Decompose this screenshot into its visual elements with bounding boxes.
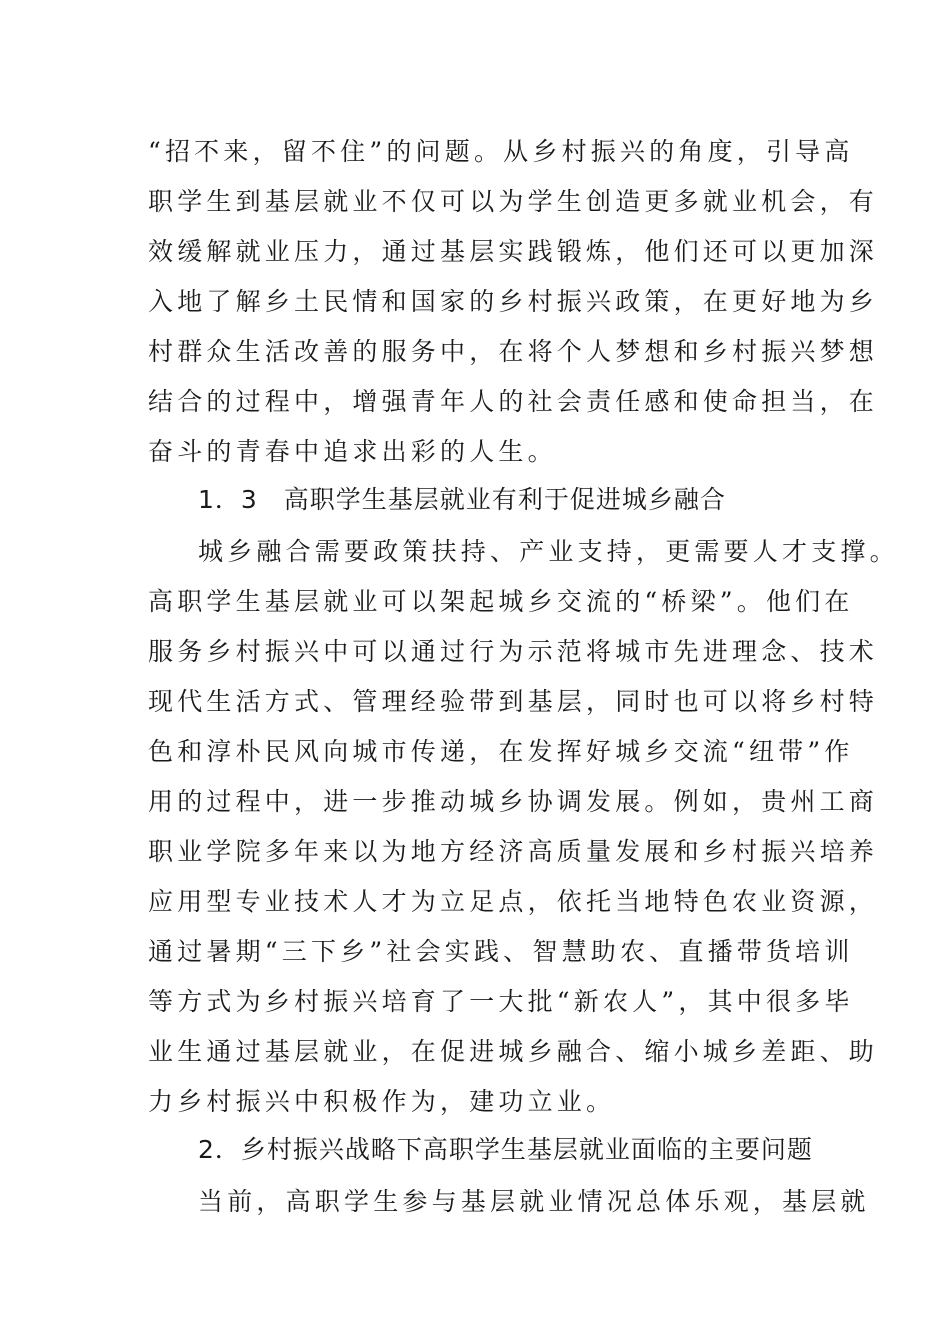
paragraph-line: 通过暑期“三下乡”社会实践、智慧助农、直播带货培训 <box>148 937 854 966</box>
paragraph-line: 业生通过基层就业，在促进城乡融合、缩小城乡差距、助 <box>148 1037 879 1066</box>
paragraph-line: 当前，高职学生参与基层就业情况总体乐观，基层就 <box>198 1187 870 1216</box>
paragraph-line: 效缓解就业压力，通过基层实践锻炼，他们还可以更加深 <box>148 237 879 266</box>
paragraph-line: 城乡融合需要政策扶持、产业支持，更需要人才支撑。 <box>198 537 899 566</box>
paragraph-line: 等方式为乡村振兴培育了一大批“新农人”，其中很多毕 <box>148 987 854 1016</box>
paragraph-line: 应用型专业技术人才为立足点，依托当地特色农业资源， <box>148 887 879 916</box>
paragraph-line: 奋斗的青春中追求出彩的人生。 <box>148 437 557 466</box>
paragraph-line: 服务乡村振兴中可以通过行为示范将城市先进理念、技术 <box>148 637 879 666</box>
paragraph-line: 入地了解乡土民情和国家的乡村振兴政策，在更好地为乡 <box>148 287 879 316</box>
section-heading-1-3: 1．3 高职学生基层就业有利于促进城乡融合 <box>198 485 726 514</box>
paragraph-line: 现代生活方式、管理经验带到基层，同时也可以将乡村特 <box>148 687 879 716</box>
paragraph-line: 职业学院多年来以为地方经济高质量发展和乡村振兴培养 <box>148 837 879 866</box>
paragraph-line: 用的过程中，进一步推动城乡协调发展。例如，贵州工商 <box>148 787 879 816</box>
paragraph-line: 力乡村振兴中积极作为，建功立业。 <box>148 1087 616 1116</box>
paragraph-line: “招不来，留不住”的问题。从乡村振兴的角度，引导高 <box>148 137 854 166</box>
paragraph-line: 高职学生基层就业可以架起城乡交流的“桥梁”。他们在 <box>148 587 854 616</box>
section-heading-2: 2．乡村振兴战略下高职学生基层就业面临的主要问题 <box>198 1135 813 1164</box>
paragraph-line: 职学生到基层就业不仅可以为学生创造更多就业机会，有 <box>148 187 879 216</box>
paragraph-line: 村群众生活改善的服务中，在将个人梦想和乡村振兴梦想 <box>148 337 879 366</box>
paragraph-line: 色和淳朴民风向城市传递，在发挥好城乡交流“纽带”作 <box>148 737 854 766</box>
paragraph-line: 结合的过程中，增强青年人的社会责任感和使命担当，在 <box>148 387 879 416</box>
